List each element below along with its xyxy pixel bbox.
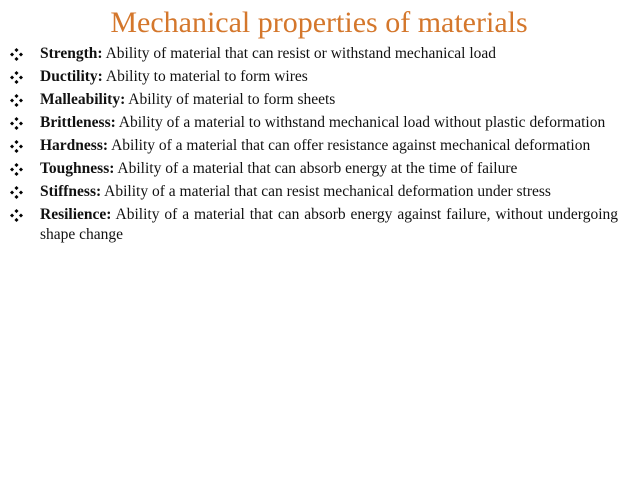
item-term: Strength:: [40, 45, 103, 62]
list-item-ductility: [4, 67, 618, 87]
item-term: Resilience:: [40, 206, 112, 223]
four-diamond-bullet-icon: [10, 94, 23, 107]
item-term: Stiffness:: [40, 183, 102, 200]
item-term: Ductility:: [40, 68, 103, 85]
item-definition: Ability of a material that can offer resistance against mechanical deformation: [111, 137, 591, 154]
four-diamond-bullet-icon: [10, 209, 23, 222]
item-definition: Ability of material to form sheets: [128, 91, 336, 108]
item-definition: Ability to material to form wires: [105, 68, 308, 85]
four-diamond-bullet-icon: [10, 140, 23, 153]
four-diamond-bullet-icon: [10, 48, 23, 61]
item-term: Toughness:: [40, 160, 115, 177]
properties-list: [4, 44, 618, 248]
list-item-strength: [4, 44, 618, 64]
item-definition: Ability of a material that can resist mechanical deformation under stress: [104, 183, 551, 200]
list-item-hardness: [4, 136, 618, 156]
item-term: Hardness:: [40, 137, 109, 154]
four-diamond-bullet-icon: [10, 163, 23, 176]
item-definition: Ability of material that can resist or withstand mechanical load: [105, 45, 497, 62]
item-definition: Ability of a material that can absorb energy at the time of failure: [117, 160, 518, 177]
list-item-resilience: [4, 205, 618, 245]
item-term: Brittleness:: [40, 114, 116, 131]
item-definition: Ability of a material to withstand mechanical load without plastic deformation: [118, 114, 606, 131]
four-diamond-bullet-icon: [10, 71, 23, 84]
four-diamond-bullet-icon: [10, 117, 23, 130]
list-item-brittleness: [4, 113, 618, 133]
item-term: Malleability:: [40, 91, 126, 108]
slide-title: Mechanical properties of materials: [110, 6, 528, 39]
list-item-toughness: [4, 159, 618, 179]
list-item-stiffness: [4, 182, 618, 202]
four-diamond-bullet-icon: [10, 186, 23, 199]
item-definition: Ability of a material that can absorb energy against failure, without undergoing shape change: [40, 206, 619, 243]
list-item-malleability: [4, 90, 618, 110]
